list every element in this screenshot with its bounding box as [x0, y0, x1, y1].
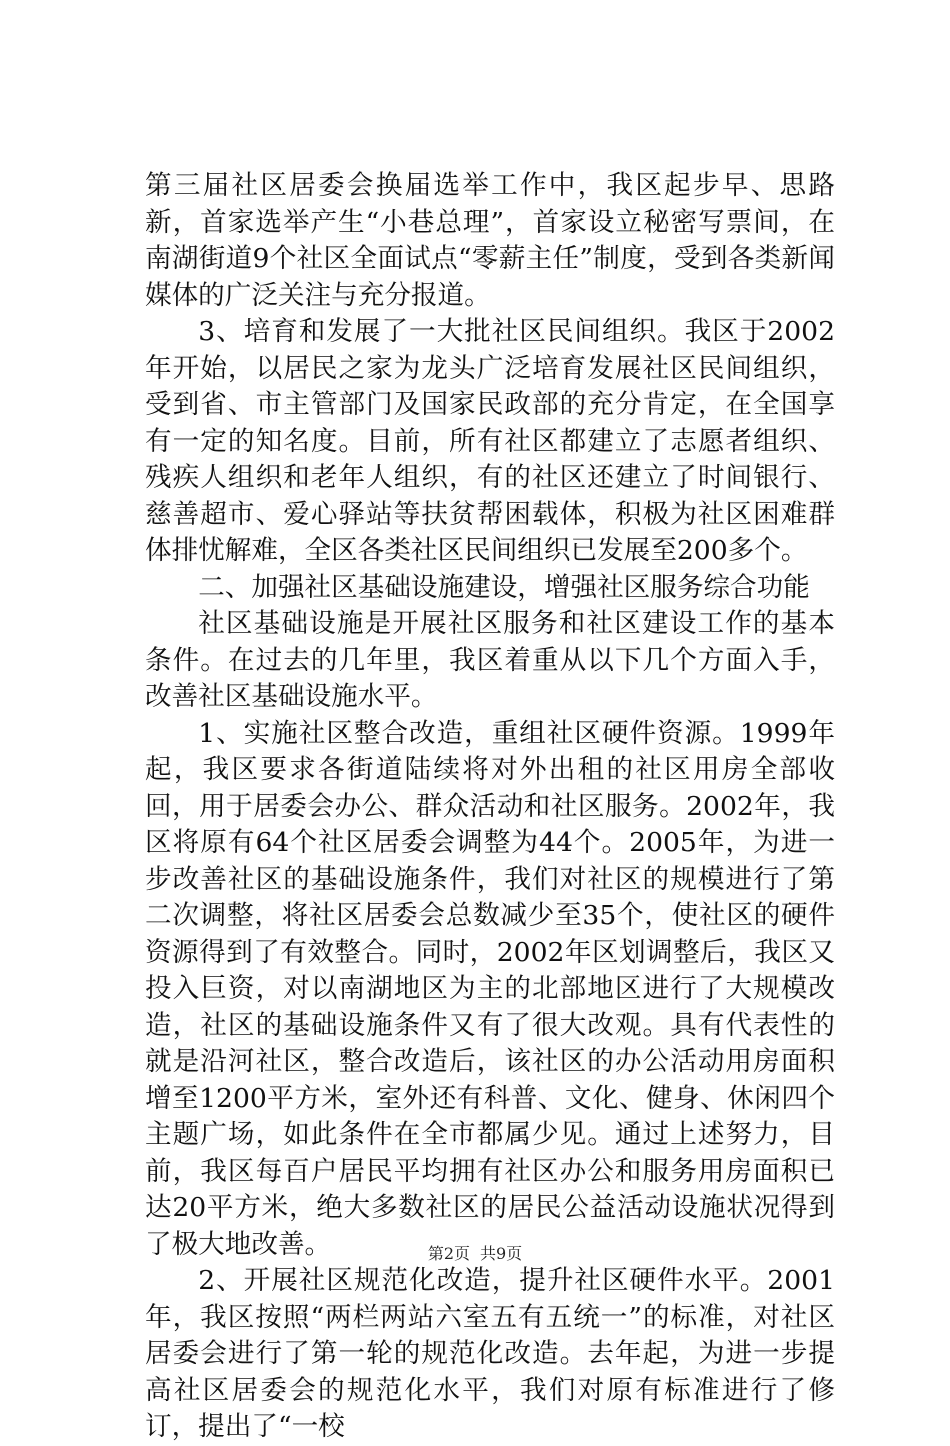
page-footer	[0, 1244, 950, 1264]
page-number: 第2页	[427, 1244, 470, 1263]
paragraph-2: 3、培育和发展了一大批社区民间组织。我区于2002年开始，以居民之家为龙头广泛培育发展社区民间组织，受到省、市主管部门及国家民政部的充分肯定，在全国享有一定的知名度。目前，所有社区都建立了志愿者组织、残疾人组织和老年人组织，有的社区还建立了时间银行、慈善超市、爱心驿站等扶贫帮困载体，积极为社区困难群体排忧解难，全区各类社区民间组织已发展至200多个。	[145, 316, 835, 566]
paragraph-1: 第三届社区居委会换届选举工作中，我区起步早、思路新，首家选举产生“小巷总理”，首家设立秘密写票间，在南湖街道9个社区全面试点“零薪主任”制度，受到各类新闻媒体的广泛关注与充分报道。	[145, 170, 835, 311]
page-total: 共9页	[480, 1244, 523, 1263]
paragraph-5: 2、开展社区规范化改造，提升社区硬件水平。2001年，我区按照“两栏两站六室五有五统一”的标准，对社区居委会进行了第一轮的规范化改造。去年起，为进一步提高社区居委会的规范化水平，我们对原有标准进行了修订，提出了“一校	[145, 1265, 835, 1442]
paragraph-3: 社区基础设施是开展社区服务和社区建设工作的基本条件。在过去的几年里，我区着重从以下几个方面入手，改善社区基础设施水平。	[145, 608, 835, 712]
paragraph-4: 1、实施社区整合改造，重组社区硬件资源。1999年起，我区要求各街道陆续将对外出租的社区用房全部收回，用于居委会办公、群众活动和社区服务。2002年，我区将原有64个社区居委会调整为44个。2005年，为进一步改善社区的基础设施条件，我们对社区的规模进行了第二次调整，将社区居委会总数减少至35个，使社区的硬件资源得到了有效整合。同时，2002年区划调整后，我区又投入巨资，对以南湖地区为主的北部地区进行了大规模改造，社区的基础设施条件又有了很大改观。具有代表性的就是沿河社区，整合改造后，该社区的办公活动用房面积增至1200平方米，室外还有科普、文化、健身、休闲四个主题广场，如此条件在全市都属少见。通过上述努力，目前，我区每百户居民平均拥有社区办公和服务用房面积已达20平方米，绝大多数社区的居民公益活动设施状况得到了极大地改善。	[145, 717, 835, 1260]
section-heading: 二、加强社区基础设施建设，增强社区服务综合功能	[198, 571, 810, 603]
